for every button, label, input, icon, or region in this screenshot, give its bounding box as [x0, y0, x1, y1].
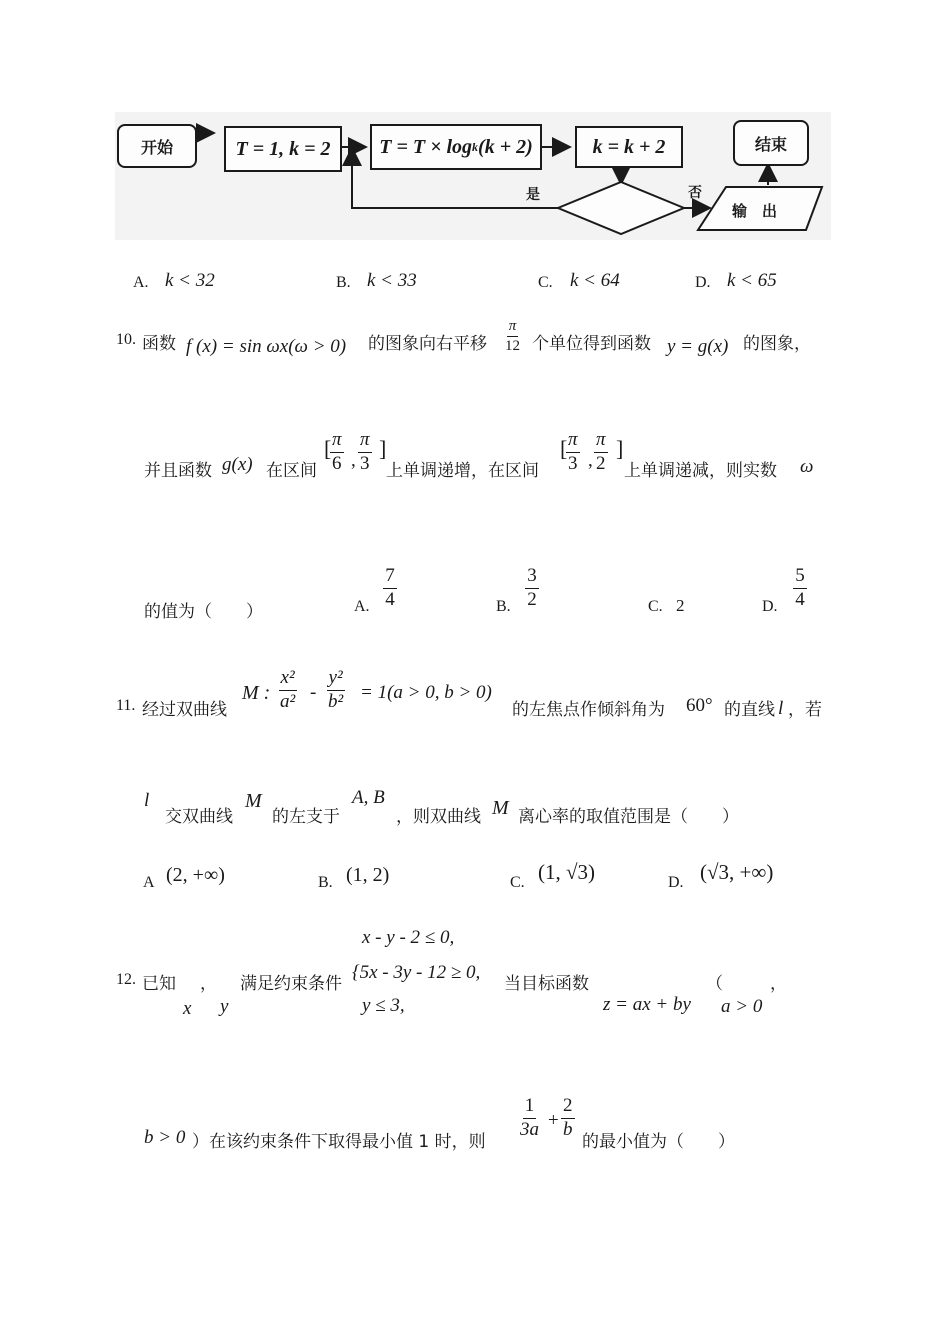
q11-x-over-a: [278, 668, 297, 713]
flowchart-start: 开始: [117, 124, 197, 168]
q11-text-7: ，则双曲线: [396, 807, 481, 827]
flowchart-update-k: k = k + 2: [575, 126, 683, 168]
q10-option-a-label: A.: [354, 598, 370, 615]
q11-points-AB: A, B: [352, 787, 385, 808]
q10-interval1-left: [330, 430, 344, 475]
fraction-denominator: 3a: [520, 1118, 539, 1140]
q12-text-2: 满足约束条件: [240, 974, 342, 994]
fraction-numerator: 2: [561, 1096, 575, 1119]
q12-paren-open: （: [706, 974, 723, 994]
flowchart-init: T = 1, k = 2: [224, 126, 342, 172]
q11-option-c: (1, √3): [538, 860, 596, 884]
q10-option-c: 2: [676, 596, 685, 615]
q9-option-b-label: B.: [336, 274, 351, 291]
q11-text-3: 的直线: [724, 700, 775, 720]
fraction-denominator: 4: [385, 588, 395, 610]
q11-text-4: ，若: [788, 700, 822, 720]
flowchart-update-T: [370, 124, 542, 170]
q11-option-d: (√3, +∞): [700, 860, 774, 884]
fraction-numerator: 5: [795, 565, 805, 586]
q10-option-d: [793, 566, 807, 611]
q10-text-7: 上单调递增，在区间: [386, 461, 539, 481]
q10-number: 10.: [116, 331, 136, 348]
q10-text-6: 在区间: [266, 461, 317, 481]
q12-objective: z = ax + by: [603, 994, 691, 1015]
update-T-log-base: k: [472, 139, 479, 154]
q10-interval2-close: ]: [616, 436, 624, 461]
q11-equation-rhs: = 1(a > 0, b > 0): [360, 682, 492, 703]
q11-option-c-label: C.: [510, 874, 525, 891]
fraction-numerator: y²: [327, 668, 345, 691]
q12-fraction-2-over-b: [561, 1096, 575, 1141]
flowchart-end: 结束: [733, 120, 809, 166]
q9-option-b: k < 33: [367, 270, 417, 291]
q11-line-l-2: l: [144, 790, 150, 811]
q12-constraint-2: {5x - 3y - 12 ≥ 0,: [352, 962, 481, 983]
q10-option-c-label: C.: [648, 598, 663, 615]
q10-interval2-comma: ,: [588, 450, 593, 471]
q9-option-a: k < 32: [165, 270, 215, 291]
q10-interval2-right: [594, 430, 608, 475]
fraction-denominator: 4: [795, 588, 805, 610]
q12-fraction-1-over-3a: [518, 1096, 541, 1141]
q12-var-y: y: [220, 996, 229, 1017]
fraction-denominator: 2: [596, 452, 606, 474]
q12-constraint-3: y ≤ 3,: [362, 995, 405, 1016]
q11-y-over-b: [326, 668, 345, 713]
q10-interval1-right: [358, 430, 372, 475]
fraction-numerator: π: [358, 430, 372, 453]
q11-angle: 60°: [686, 695, 713, 716]
q11-option-a: (2, +∞): [166, 864, 225, 886]
q10-text-5: 并且函数: [144, 461, 212, 481]
q11-text-6: 的左支于: [272, 807, 340, 827]
q10-function-f: f (x) = sin ωx(ω > 0): [186, 336, 347, 357]
q12-number: 12.: [116, 971, 136, 988]
fraction-numerator: π: [594, 430, 608, 453]
q12-b-condition: b > 0: [144, 1127, 186, 1148]
q10-interval1-comma: ,: [351, 450, 356, 471]
q11-text-8: 离心率的取值范围是（ ）: [518, 807, 739, 827]
q10-text-4: 的图象，: [743, 334, 811, 354]
q12-text-4: ）在该约束条件下取得最小值 1 时，则: [192, 1132, 486, 1152]
q9-option-c-label: C.: [538, 274, 553, 291]
q9-option-d: k < 65: [727, 270, 777, 291]
fraction-numerator: 7: [385, 565, 395, 586]
q10-option-b: [525, 566, 539, 611]
fraction-numerator: x²: [279, 668, 297, 691]
q12-text-1: 已知: [142, 974, 176, 994]
fraction-denominator: a²: [280, 690, 296, 712]
q11-text-1: 经过双曲线: [142, 700, 227, 720]
q9-option-a-label: A.: [133, 274, 149, 291]
q10-option-b-label: B.: [496, 598, 511, 615]
q11-M: M :: [242, 682, 271, 704]
q10-text-9: 的值为（ ）: [144, 602, 263, 622]
fraction-numerator: 3: [527, 565, 537, 586]
q9-option-c: k < 64: [570, 270, 620, 291]
fraction-denominator: 3: [568, 452, 578, 474]
q11-option-d-label: D.: [668, 874, 684, 891]
q11-option-b-label: B.: [318, 874, 333, 891]
q10-text-8: 上单调递减，则实数: [624, 461, 777, 481]
q12-var-x: x: [183, 998, 192, 1019]
fraction-numerator: π: [566, 430, 580, 453]
q10-text-3: 个单位得到函数: [532, 334, 651, 354]
fraction-denominator: b²: [328, 690, 344, 712]
fraction-denominator: 2: [527, 588, 537, 610]
update-T-arg: (k + 2): [478, 135, 533, 158]
q12-text-3: 当目标函数: [504, 974, 589, 994]
q11-line-l: l: [778, 698, 784, 719]
fraction-denominator: 12: [505, 337, 520, 354]
fraction-numerator: π: [507, 318, 519, 337]
q11-minus: -: [310, 682, 317, 703]
q11-text-2: 的左焦点作倾斜角为: [512, 700, 665, 720]
q10-interval2-open: [: [560, 436, 568, 461]
flowchart-no-label: 否: [688, 185, 702, 201]
q12-comma-2: ，: [770, 974, 787, 994]
fraction-denominator: 3: [360, 452, 370, 474]
q10-interval1-open: [: [324, 436, 332, 461]
fraction-denominator: 6: [332, 452, 342, 474]
q10-option-a: [383, 566, 397, 611]
q11-M-3: M: [492, 797, 509, 819]
q10-gx: g(x): [222, 454, 253, 475]
q11-M-2: M: [245, 790, 262, 812]
q11-number: 11.: [116, 697, 136, 714]
q12-comma-1: ，: [200, 974, 217, 994]
q11-text-5: 交双曲线: [165, 807, 233, 827]
q10-interval1-close: ]: [379, 436, 387, 461]
q11-option-b: (1, 2): [346, 864, 390, 886]
flowchart-yes-label: 是: [526, 187, 540, 203]
q12-a-condition: a > 0: [721, 996, 763, 1017]
fraction-numerator: π: [330, 430, 344, 453]
q9-option-d-label: D.: [695, 274, 711, 291]
q10-shift-fraction: [503, 318, 522, 354]
q10-text-1: 函数: [142, 334, 176, 354]
q12-plus: +: [548, 1110, 559, 1131]
flowchart-output-label: 输 出: [732, 202, 778, 220]
q12-text-5: 的最小值为（ ）: [582, 1132, 735, 1152]
q10-text-2: 的图象向右平移: [368, 334, 487, 354]
q10-omega: ω: [800, 456, 814, 477]
q12-constraint-1: x - y - 2 ≤ 0,: [362, 927, 455, 948]
q11-option-a-label: A: [143, 874, 155, 891]
fraction-numerator: 1: [523, 1096, 537, 1119]
decision-diamond: [558, 182, 684, 234]
q10-function-g: y = g(x): [667, 336, 729, 357]
update-T-main: T = T × log: [379, 135, 473, 158]
q10-option-d-label: D.: [762, 598, 778, 615]
fraction-denominator: b: [563, 1118, 573, 1140]
q10-interval2-left: [566, 430, 580, 475]
